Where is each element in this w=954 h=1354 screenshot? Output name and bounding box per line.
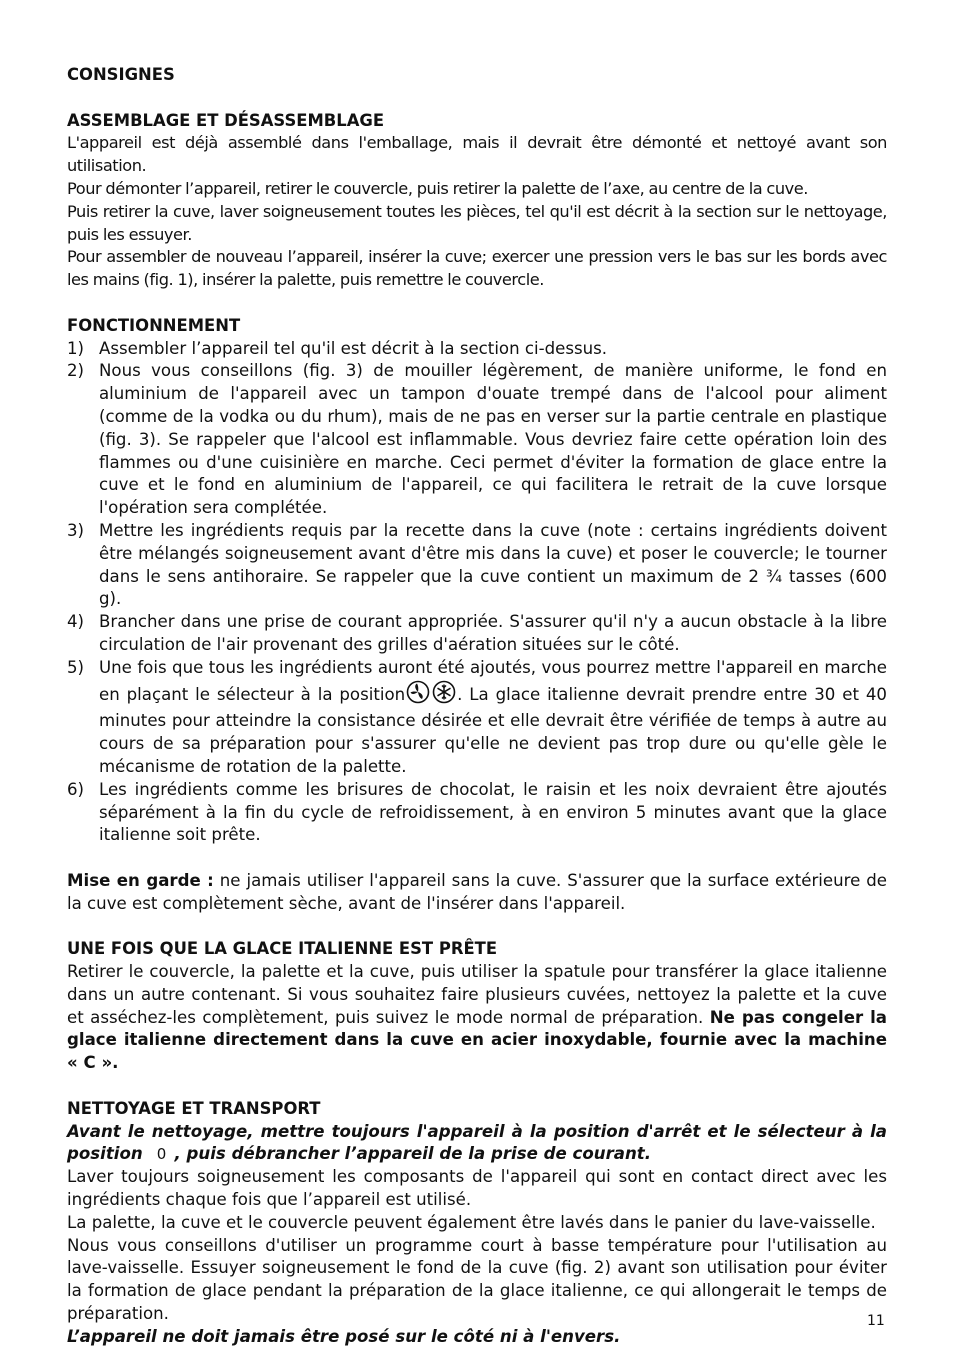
list-item	[67, 360, 887, 520]
step-number: 3)	[67, 520, 85, 540]
assemblage-para-4: Pour assembler de nouveau l’appareil, insérer la cuve; exercer une pression vers le bas sur les bords avec les mains (fig. 1), insérer la palette, puis remettre le couvercle.	[67, 247, 887, 290]
snowflake-icon	[432, 680, 456, 711]
assemblage-para-2: Pour démonter l’appareil, retirer le couvercle, puis retirer la palette de l’axe, au centre de la cuve.	[67, 178, 809, 198]
mise-en-garde-text: ne jamais utiliser l'appareil sans la cuve. S'assurer que la surface extérieure de la cuve est complètement sèche, avant de l'insérer dans l'appareil.	[67, 870, 887, 913]
step-number: 4)	[67, 612, 85, 632]
step-number: 1)	[67, 338, 85, 358]
list-item	[67, 779, 887, 847]
heading-assemblage: ASSEMBLAGE ET DÉSASSEMBLAGE	[67, 110, 385, 130]
step-text: Assembler l’appareil tel qu'il est décrit à la section ci-dessus.	[99, 338, 608, 358]
list-item	[67, 657, 887, 779]
step-number: 2)	[67, 361, 85, 381]
heading-fonctionnement: FONCTIONNEMENT	[67, 315, 241, 335]
nettoyage-para-2: La palette, la cuve et le couvercle peuvent également être lavés dans le panier du lave-vaisselle.	[67, 1212, 876, 1232]
heading-glace-prete: UNE FOIS QUE LA GLACE ITALIENNE EST PRÊTE	[67, 939, 498, 959]
heading-consignes: CONSIGNES	[67, 65, 175, 84]
step-text: Mettre les ingrédients requis par la recette dans la cuve (note : certains ingrédients doivent être mélangés soigneusement avant d'être mis dans la cuve) et poser le couvercle; le tourner dans le sens antihoraire. Se rappeler que la cuve contient un maximum de 2 ¾ tasses (600 g).	[99, 520, 887, 609]
assemblage-para-1: L'appareil est déjà assemblé dans l'emballage, mais il devrait être démonté et nettoyé avant son utilisation.	[67, 133, 887, 176]
heading-nettoyage: NETTOYAGE ET TRANSPORT	[67, 1098, 321, 1118]
assemblage-para-3: Puis retirer la cuve, laver soigneusement toutes les pièces, tel qu'il est décrit à la section sur le nettoyage, puis les essuyer.	[67, 201, 887, 244]
position-zero-symbol: 0	[156, 1145, 167, 1164]
mise-en-garde	[67, 870, 887, 916]
nettoyage-para-3: Nous vous conseillons d'utiliser un programme court à basse température pour l'utilisation au lave-vaisselle. Essuyer soigneusement le fond de la cuve (fig. 2) avant son utilisation pour éviter la formation de glace pendant la préparation de la glace italienne, ce qui allongerait le temps de préparation.	[67, 1235, 887, 1324]
glace-prete-warning: Ne pas congeler la glace italienne directement dans la cuve en acier inoxydable, fournie avec la machine « C ».	[67, 1007, 887, 1073]
list-item	[67, 520, 887, 611]
page-number: 11	[867, 1313, 885, 1329]
list-item	[67, 611, 887, 657]
glace-prete-text: Retirer le couvercle, la palette et la cuve, puis utiliser la spatule pour transférer la glace italienne dans un autre contenant. Si vous souhaitez faire plusieurs cuvées, nettoyez la palette et la cuve et asséchez-les complètement, puis suivez le mode normal de préparation.	[67, 962, 887, 1027]
mise-en-garde-label: Mise en garde :	[67, 870, 214, 890]
steps-list	[67, 338, 887, 848]
step-text-before-icon: Une fois que tous les ingrédients auront été ajoutés, vous pourrez mettre l'appareil en marche en plaçant le sélecteur à la position	[99, 657, 887, 704]
nettoyage-warning	[67, 1121, 887, 1167]
step-text-after-icon: . La glace italienne devrait prendre entre 30 et 40 minutes pour atteindre la consistance désirée et elle devrait être vérifiée de temps à autre au cours de sa préparation pour s'assurer qu'elle ne devient pas trop dure ou qu'elle gèle le mécanisme de rotation de la palette.	[99, 684, 887, 776]
step-text: Les ingrédients comme les brisures de chocolat, le raisin et les noix devraient être ajoutés séparément à la fin du cycle de refroidissement, à en environ 5 minutes avant que la glace italienne soit prête.	[99, 779, 887, 845]
nettoyage-para-1: Laver toujours soigneusement les composants de l'appareil qui sont en contact direct avec les ingrédients chaque fois que l’appareil est utilisé.	[67, 1167, 887, 1210]
nettoyage-final-warning: L’appareil ne doit jamais être posé sur le côté ni à l'envers.	[67, 1326, 621, 1346]
step-text: Brancher dans une prise de courant appropriée. S'assurer qu'il n'y a aucun obstacle à la libre circulation de l'air provenant des grilles d'aération situées sur le côté.	[99, 612, 887, 654]
step-number: 6)	[67, 779, 85, 799]
step-text: Nous vous conseillons (fig. 3) de mouiller légèrement, de manière uniforme, le fond en aluminium de l'appareil avec un tampon d'ouate trempé dans de l'alcool pour aliment (comme de la vodka ou du rhum), mais de ne pas en verser sur la partie centrale en plastique (fig. 3). Se rappeler que l'alcool est inflammable. Vous devriez faire cette opération loin des flammes ou d'une cuisinière en marche. Ceci permet d'éviter la formation de glace entre la cuve et le fond en aluminium de l'appareil, ce qui facilitera le retrait de la cuve lorsque l'opération sera complétée.	[99, 361, 887, 518]
nettoyage-warning-before: Avant le nettoyage, mettre toujours l'appareil à la position d'arrêt et le sélecteur à la position	[67, 1121, 887, 1164]
page-body	[67, 64, 887, 1349]
glace-prete-para	[67, 961, 887, 1075]
nettoyage-warning-after: , puis débrancher l’appareil de la prise de courant.	[174, 1144, 652, 1164]
step-number: 5)	[67, 657, 85, 677]
list-item	[67, 338, 887, 361]
fan-icon	[406, 680, 430, 711]
